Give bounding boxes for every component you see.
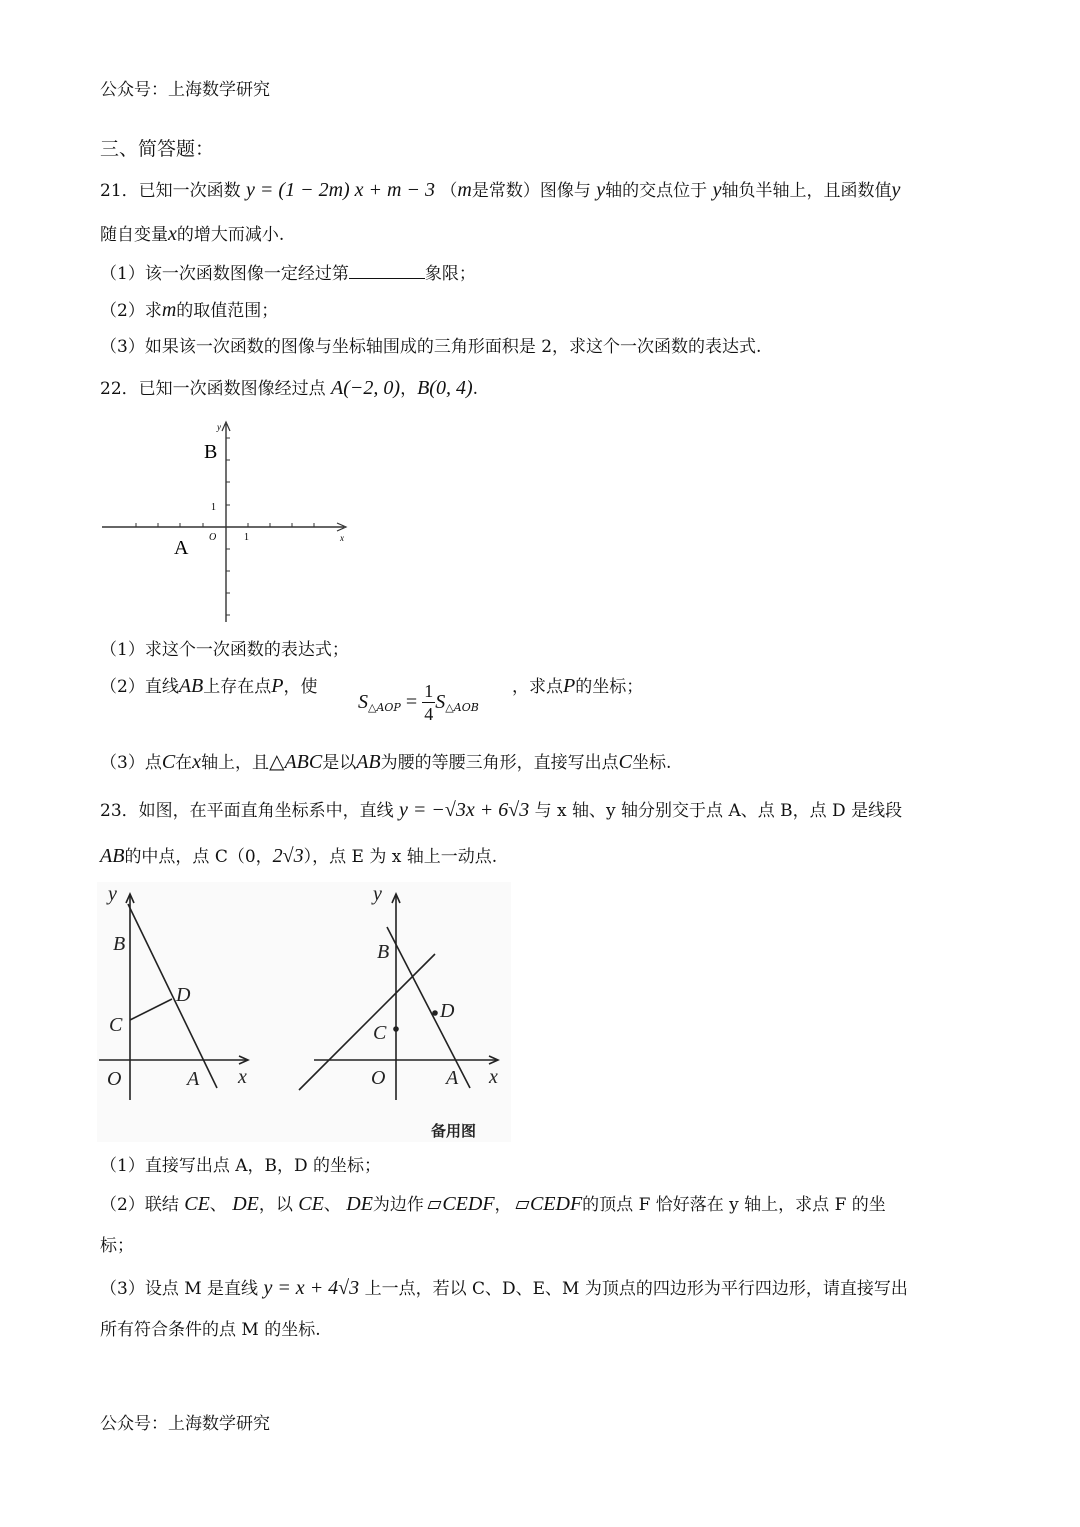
q22-p3-c-text: 轴上，且: [201, 753, 270, 773]
q22-p2-p2: P: [563, 675, 576, 697]
q22-point-a: A(−2, 0): [331, 377, 401, 399]
q22-p2-a: （2）直线: [100, 677, 179, 697]
q23-line2-a: 的中点，点 C（0，: [124, 847, 273, 867]
q23-p3-a: （3）设点 M 是直线: [100, 1279, 259, 1299]
q23-p2-par2: CEDF: [529, 1193, 583, 1215]
q22-label-x: x: [340, 533, 344, 543]
q22-p3-c: C: [161, 751, 176, 773]
q23-left-label-y: y: [108, 883, 117, 905]
footer-source: 公众号：上海数学研究: [100, 1414, 270, 1434]
q23-right-point-c: [393, 1026, 399, 1032]
q23-right-label-x: x: [489, 1066, 498, 1088]
q21-paren-a: （: [440, 181, 458, 201]
q23-part3-line1: [100, 1278, 908, 1299]
q23-p3-b: 上一点，若以 C、D、E、M 为顶点的四边形为平行四边形，请直接写出: [364, 1279, 908, 1299]
q22-part1: （1）求这个一次函数的表达式；: [100, 640, 349, 660]
q23-line2-b: ），点 E 为 x 轴上一动点.: [303, 847, 498, 867]
q23-line2-ab: AB: [100, 845, 125, 867]
q23-p2-ce: CE: [184, 1193, 210, 1215]
q23-part1: （1）直接写出点 A，B，D 的坐标；: [100, 1156, 382, 1176]
q22-part3: [100, 752, 671, 773]
q22-p3-e: 为腰的等腰三角形，直接写出点: [380, 753, 619, 773]
q23-right-label-a: A: [446, 1067, 459, 1089]
q23-p2-e: 为边作: [372, 1195, 424, 1215]
q21-y2: y: [712, 179, 722, 201]
q21-number: 21．: [100, 181, 139, 201]
q22-formula-sub1: △AOP: [368, 701, 401, 714]
q22-p2-e: 的坐标；: [575, 677, 644, 697]
q23-left-label-o: O: [107, 1068, 122, 1090]
q22-p2-p: P: [271, 675, 284, 697]
q22-p3-c2: C: [618, 751, 632, 773]
q22-p3-b: 在: [175, 753, 193, 773]
q22-tick-1-x: 1: [244, 532, 249, 543]
q23-right-point-d: [432, 1010, 438, 1016]
q22-part2: [100, 676, 317, 726]
q22-area-formula: [358, 680, 479, 725]
q22-sep: ，: [400, 379, 418, 399]
q21-stem-a: 已知一次函数: [138, 181, 241, 201]
q21-part3: （3）如果该一次函数的图像与坐标轴围成的三角形面积是 2，求这个一次函数的表达式.: [100, 337, 762, 357]
q23-p2-de2: DE: [346, 1193, 373, 1215]
q22-formula-sub2: △AOB: [445, 701, 479, 714]
q23-p3-eq: y = x + 4√3: [263, 1277, 360, 1299]
q22-p3-d: 是以: [322, 753, 357, 773]
q23-p2-b: 、: [209, 1195, 227, 1215]
q22-p3-tri: △ABC: [269, 751, 323, 773]
q22-p2-c: ，使: [283, 677, 318, 697]
q23-part2-line1: [100, 1194, 886, 1215]
q21-p2-a: （2）求: [100, 301, 162, 321]
q21-paren-b: 是常数）图像与: [471, 181, 591, 201]
q22-p3-ab: AB: [356, 751, 381, 773]
q23-left-label-b: B: [113, 933, 126, 955]
q23-right-label-d: D: [440, 1000, 455, 1022]
q22-coordinate-graph: [98, 418, 360, 624]
q22-label-o: O: [209, 532, 217, 543]
q22-label-b: B: [204, 441, 218, 463]
q23-figures: [97, 882, 511, 1142]
q21-stem-c: 轴负半轴上，且函数值: [721, 181, 892, 201]
q22-formula-s1: S: [358, 691, 368, 713]
q22-formula-den: 4: [424, 704, 434, 724]
q21-p1-a: （1）该一次函数图像一定经过第: [100, 264, 349, 284]
q22-label-a: A: [174, 537, 189, 559]
q22-p3-x: x: [192, 751, 202, 773]
q21-stem-b: 轴的交点位于: [605, 181, 708, 201]
q22-formula-s2: S: [435, 691, 446, 713]
q23-left-label-d: D: [176, 984, 191, 1006]
q23-caption: 备用图: [431, 1124, 477, 1140]
q23-number: 23．: [100, 801, 139, 821]
q22-label-y: y: [217, 422, 221, 432]
q21-line2-a: 随自变量: [100, 225, 168, 245]
q23-line2: [100, 846, 497, 867]
q21-x1: x: [168, 223, 177, 245]
q22-formula-eq: =: [405, 691, 418, 713]
parallelogram-icon: [515, 1201, 529, 1209]
q23-left-label-a: A: [187, 1068, 200, 1090]
q23-part3-line2: 所有符合条件的点 M 的坐标.: [100, 1320, 321, 1340]
q21-paren-m: m: [457, 179, 472, 201]
q21-p2-m: m: [161, 299, 177, 321]
q23-p2-g: 的顶点 F 恰好落在 y 轴上，求点 F 的坐: [582, 1195, 886, 1215]
q23-line1: [100, 800, 902, 821]
q23-p2-f: ，: [494, 1195, 512, 1215]
section-title: 三、简答题：: [100, 138, 215, 160]
q21-answer-blank[interactable]: [349, 264, 425, 279]
q22-formula-fraction: [422, 680, 435, 725]
q22-p2-d: ，求点: [512, 677, 563, 697]
header-source: 公众号：上海数学研究: [100, 80, 270, 100]
q23-right-label-b: B: [377, 941, 390, 963]
q21-y3: y: [891, 179, 901, 201]
q22-formula-num: 1: [424, 681, 434, 701]
q22-p2-b: 上存在点: [203, 677, 272, 697]
q22-p3-a: （3）点: [100, 753, 162, 773]
q21-part2: [100, 300, 278, 321]
q23-left-label-c: C: [109, 1014, 123, 1036]
q23-right-label-o: O: [371, 1067, 386, 1089]
q23-line-eq: y = −√3x + 6√3: [399, 799, 530, 821]
q21-p1-b: 象限；: [424, 264, 476, 284]
q22-line1: [100, 378, 478, 399]
q23-p2-a: （2）联结: [100, 1195, 179, 1215]
q21-equation: y = (1 − 2m) x + m − 3: [246, 179, 435, 201]
q23-part2-line2: 标；: [100, 1236, 134, 1256]
q23-right-label-y: y: [373, 883, 382, 905]
q22-tick-1-y: 1: [211, 502, 216, 513]
q21-part1: [100, 264, 476, 284]
q23-right-label-c: C: [373, 1022, 387, 1044]
parallelogram-icon: [428, 1201, 442, 1209]
q22-part2-tail: [512, 676, 643, 697]
q23-left-label-x: x: [238, 1066, 247, 1088]
q21-line2: [100, 224, 284, 245]
q23-p2-ce2: CE: [298, 1193, 324, 1215]
q23-line2-val: 2√3: [272, 845, 304, 867]
q21-p2-b: 的取值范围；: [176, 301, 279, 321]
q22-stem: 已知一次函数图像经过点: [138, 379, 326, 399]
q21-y1: y: [596, 179, 606, 201]
q23-p2-par1: CEDF: [442, 1193, 495, 1215]
q22-end: .: [472, 379, 479, 399]
q23-stem-a: 如图，在平面直角坐标系中，直线: [138, 801, 394, 821]
q21-line2-b: 的增大而减小.: [176, 225, 285, 245]
q23-stem-b: 与 x 轴、y 轴分别交于点 A、点 B，点 D 是线段: [534, 801, 903, 821]
q22-p2-ab: AB: [178, 675, 204, 697]
q22-number: 22．: [100, 379, 139, 399]
q23-p2-c: ，以: [258, 1195, 293, 1215]
q22-p3-f: 坐标.: [632, 753, 672, 773]
q21-line1: [100, 180, 900, 201]
q22-point-b: B(0, 4): [417, 377, 473, 399]
q23-p2-de: DE: [232, 1193, 259, 1215]
q23-p2-d: 、: [323, 1195, 341, 1215]
